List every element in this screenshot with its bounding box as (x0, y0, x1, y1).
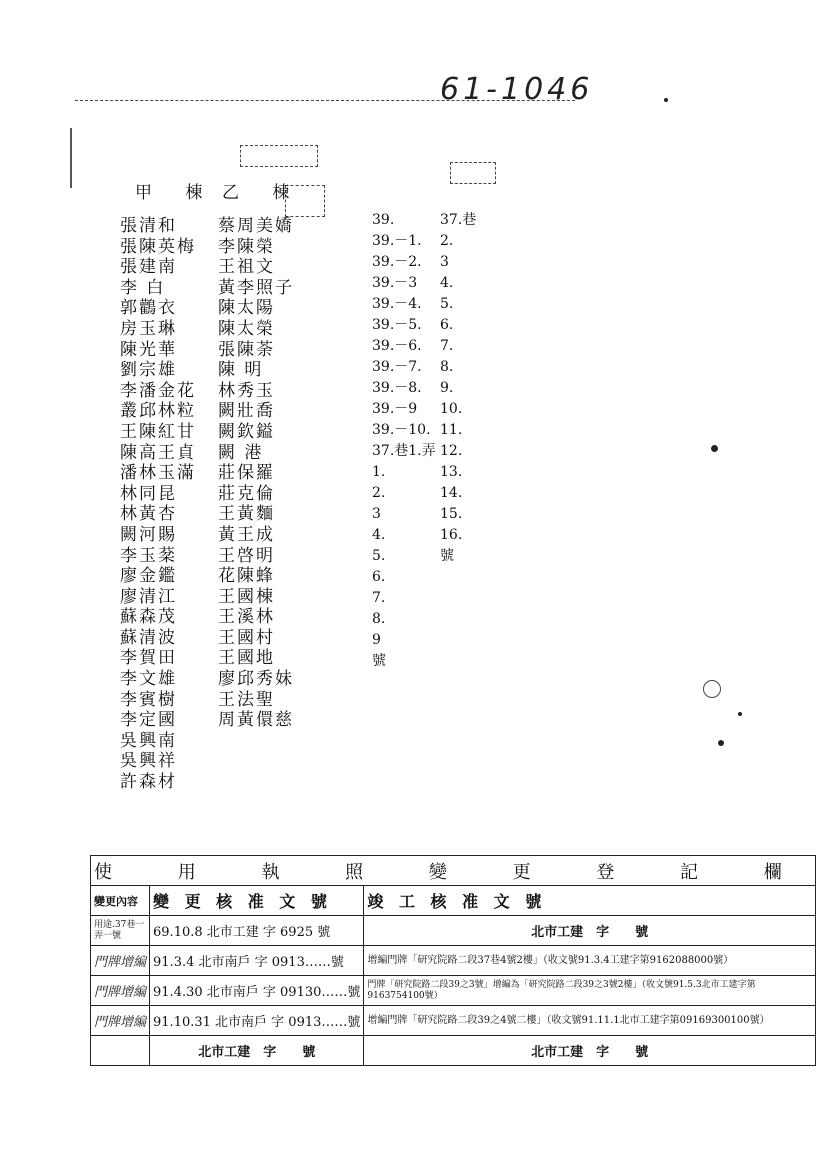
list-item: 14. (440, 485, 463, 501)
list-item: 39.－4. (372, 296, 422, 312)
row-completion: 北市工建 字 號 (364, 916, 815, 946)
list-item: 7. (440, 338, 454, 354)
table-row (91, 1006, 816, 1036)
list-item: 郭鸛衣 (120, 298, 177, 319)
list-item: 林黃杏 (120, 504, 177, 525)
list-item: 39.－6. (372, 338, 422, 354)
header-completion-approval: 竣 工 核 准 文 號 (364, 886, 815, 916)
list-item: 號 (372, 653, 386, 669)
row-approval: 91.10.31 北市南戶 字 0913……號 (150, 1006, 364, 1036)
list-item: 張清和 (120, 216, 177, 236)
list-item: 黃李照子 (218, 277, 294, 298)
list-item: 叢邱林粒 (120, 401, 196, 422)
list-item: 2. (372, 485, 386, 501)
list-item: 李文雄 (120, 669, 177, 690)
row-note: 增編門牌「研究院路二段37巷4號2樓」（收文號91.3.4工建字第9162088000號） (364, 946, 815, 976)
list-item: 12. (440, 443, 463, 459)
list-item: 張陳荼 (218, 339, 275, 360)
list-item: 5. (372, 548, 386, 564)
list-item: 潘林玉滿 (120, 463, 196, 484)
row-content: 門牌增編 (91, 946, 150, 976)
list-item: 39.－3 (372, 275, 418, 291)
list-item: 廖金鑑 (120, 566, 177, 587)
row-content: 門牌增編 (91, 1006, 150, 1036)
seal-stamp-3 (450, 162, 496, 184)
list-item: 房玉琳 (120, 318, 177, 339)
list-item: 王祖文 (218, 257, 275, 278)
list-item: 6. (440, 317, 454, 333)
list-item: 9 (372, 632, 381, 648)
list-item: 13. (440, 464, 463, 480)
table-row (91, 1036, 816, 1066)
number-underline (75, 100, 575, 101)
list-item: 林秀玉 (218, 380, 275, 401)
list-item: 39. (372, 212, 395, 228)
list-item: 16. (440, 527, 463, 543)
list-item: 王國村 (218, 627, 275, 648)
register-title: 使 用 執 照 變 更 登 記 欄 (91, 856, 816, 886)
header-change-approval: 變 更 核 准 文 號 (150, 886, 364, 916)
list-item: 39.－1. (372, 233, 422, 249)
building-b-names (218, 216, 294, 731)
list-item: 蘇森茂 (120, 607, 177, 628)
list-item: 37.巷1.弄 (372, 443, 436, 459)
scan-speck (738, 712, 742, 716)
list-item: 37.巷 (440, 212, 477, 228)
list-item: 李定國 (120, 710, 177, 731)
list-item: 9. (440, 380, 454, 396)
list-item: 李潘金花 (120, 380, 196, 401)
list-item: 黃王成 (218, 524, 275, 545)
list-item: 廖邱秀妹 (218, 669, 294, 690)
list-item: 張陳英梅 (120, 236, 196, 257)
list-item: 8. (372, 611, 386, 627)
table-row (91, 916, 816, 946)
list-item: 李賓樹 (120, 689, 177, 710)
table-row (91, 946, 816, 976)
row-completion: 北市工建 字 號 (364, 1036, 815, 1066)
list-item: 廖清江 (120, 586, 177, 607)
list-item: 王陳紅甘 (120, 421, 196, 442)
list-item: 39.－7. (372, 359, 422, 375)
scan-speck (711, 445, 718, 452)
list-item: 王溪林 (218, 607, 275, 628)
row-note: 門牌「研究院路二段39之3號」增編為「研究院路二段39之3號2樓」（收文號91.5.3北市工建字第9163754100號） (364, 976, 815, 1006)
header-building-b: 乙 棟 (222, 183, 304, 203)
list-item: 4. (372, 527, 386, 543)
list-item: 10. (440, 401, 463, 417)
left-margin-mark (70, 128, 72, 188)
list-item: 花陳蜂 (218, 566, 275, 587)
list-item: 蘇清波 (120, 627, 177, 648)
row-content: 門牌增編 (91, 976, 150, 1006)
seal-stamp-1 (240, 145, 318, 167)
list-item: 林同昆 (120, 483, 177, 504)
list-item: 11. (440, 422, 463, 438)
list-item: 39.－5. (372, 317, 422, 333)
list-item: 闕河賜 (120, 524, 177, 545)
list-item: 7. (372, 590, 386, 606)
list-item: 吳興祥 (120, 751, 177, 772)
row-approval: 69.10.8 北市工建 字 6925 號 (150, 916, 364, 946)
row-content: 用途.37巷一弄一號 (91, 916, 150, 946)
row-approval: 北市工建 字 號 (150, 1036, 364, 1066)
address-numbers-39 (372, 210, 436, 672)
list-item: 王國棟 (218, 586, 275, 607)
list-item: 陳 明 (218, 360, 264, 381)
list-item: 闕壯喬 (218, 401, 275, 422)
scan-speck (664, 98, 668, 102)
list-item: 李陳榮 (218, 236, 275, 257)
list-item: 3 (372, 506, 381, 522)
list-item: 6. (372, 569, 386, 585)
list-item: 號 (440, 548, 454, 564)
list-item: 李賀田 (120, 648, 177, 669)
list-item: 李玉棻 (120, 545, 177, 566)
list-item: 1. (372, 464, 386, 480)
building-a-names (120, 216, 196, 793)
list-item: 張建南 (120, 257, 177, 278)
row-note: 增編門牌「研究院路二段39之4號二樓」（收文號91.11.1北市工建字第09169300100號） (364, 1006, 815, 1036)
list-item: 劉宗雄 (120, 360, 177, 381)
list-item: 39.－9 (372, 401, 418, 417)
list-item: 王黃麵 (218, 504, 275, 525)
row-approval: 91.4.30 北市南戶 字 09130……號 (150, 976, 364, 1006)
list-item: 陳高王貞 (120, 442, 196, 463)
list-item: 莊克倫 (218, 483, 275, 504)
list-item: 闕 港 (218, 442, 264, 463)
list-item: 陳太榮 (218, 318, 275, 339)
list-item: 4. (440, 275, 454, 291)
list-item: 吳興南 (120, 730, 177, 751)
list-item: 39.－10. (372, 422, 431, 438)
list-item: 許森材 (120, 772, 177, 793)
scan-circle (703, 680, 721, 698)
list-item: 3 (440, 254, 449, 270)
address-numbers-37 (440, 210, 476, 567)
list-item: 5. (440, 296, 454, 312)
list-item: 陳太陽 (218, 298, 275, 319)
list-item: 莊保羅 (218, 463, 275, 484)
list-item: 8. (440, 359, 454, 375)
license-change-register (90, 855, 816, 1066)
list-item: 王國地 (218, 648, 275, 669)
list-item: 周黃儇慈 (218, 710, 294, 731)
header-change-content: 變更內容 (91, 886, 150, 916)
document-number: 61-1046 (440, 72, 594, 107)
list-item: 李 白 (120, 277, 166, 298)
row-approval: 91.3.4 北市南戶 字 0913……號 (150, 946, 364, 976)
scan-speck (718, 740, 724, 746)
list-item: 39.－8. (372, 380, 422, 396)
list-item: 2. (440, 233, 454, 249)
list-item: 15. (440, 506, 463, 522)
list-item: 王法聖 (218, 689, 275, 710)
list-item: 王啓明 (218, 545, 275, 566)
list-item: 闕欽鎰 (218, 421, 275, 442)
list-item: 39.－2. (372, 254, 422, 270)
header-building-a: 甲 棟 (135, 183, 217, 203)
list-item: 陳光華 (120, 339, 177, 360)
table-row (91, 976, 816, 1006)
row-content (91, 1036, 150, 1066)
list-item: 蔡周美嬌 (218, 216, 294, 236)
